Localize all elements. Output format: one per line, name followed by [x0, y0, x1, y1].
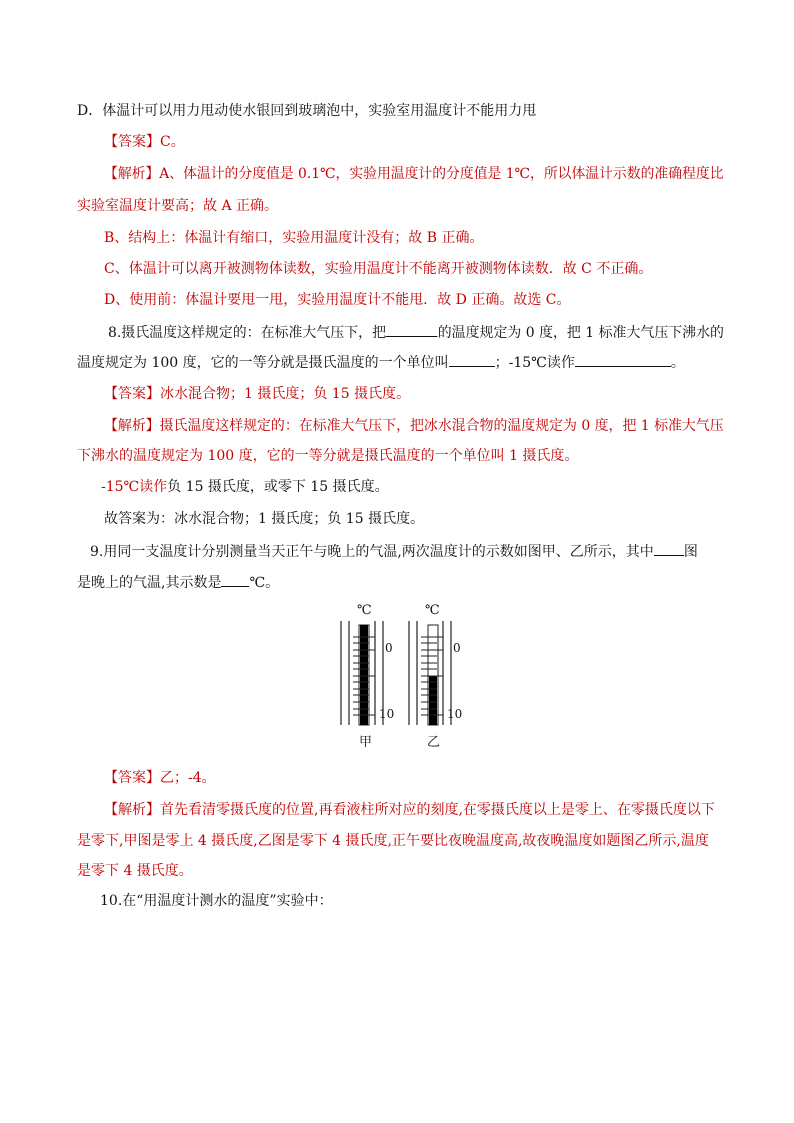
analysis-text: -15℃读作 — [101, 479, 168, 495]
q9-text-a: 9.用同一支温度计分别测量当天正午与晚上的气温,两次温度计的示数如图甲、乙所示，其中 — [90, 544, 654, 560]
analysis-9-c: 是零下 4 摄氏度。 — [77, 863, 193, 879]
analysis-text: 首先看清零摄氏度的位置,再看液柱所对应的刻度,在零摄氏度以上是零上、在零摄氏度以下 — [160, 802, 715, 818]
thermometers-svg — [335, 603, 467, 751]
analysis-7-d: D、使用前：体温计要甩一甩，实验用温度计不能甩．故 D 正确。故选 C。 — [104, 292, 571, 308]
q8-text-e: 。 — [670, 355, 685, 371]
tick-ten-yi: 10 — [447, 707, 463, 721]
question-10: 10.在“用温度计测水的温度”实验中： — [100, 893, 333, 909]
analysis-text: 摄氏温度这样规定的：在标准大气压下，把冰水混合物的温度规定为 0 度，把 1 标准大气压 — [159, 418, 724, 434]
q8-blank-3 — [575, 352, 671, 367]
analysis-7-a — [104, 164, 724, 184]
analysis-8-d: 故答案为：冰水混合物；1 摄氏度；负 15 摄氏度。 — [104, 511, 425, 527]
q8-text-d: ；-15℃读作 — [494, 355, 575, 371]
tick-zero-yi: 0 — [453, 641, 461, 655]
label-jia: 甲 — [359, 735, 373, 750]
answer-tag: 【答案】 — [104, 386, 160, 402]
q9-text-b2: ℃。 — [249, 575, 280, 591]
analysis-9-a — [104, 800, 715, 820]
answer-8 — [104, 384, 410, 404]
analysis-tag: 【解析】 — [104, 166, 160, 182]
analysis-8-c — [101, 477, 389, 497]
question-9-line2 — [77, 572, 279, 593]
question-9-line1 — [90, 541, 698, 562]
tick-ten-jia: 10 — [379, 707, 395, 721]
thermometer-jia — [341, 621, 383, 725]
analysis-tag: 【解析】 — [104, 802, 160, 818]
q8-blank-2 — [449, 352, 495, 367]
answer-9 — [104, 768, 216, 788]
answer-7 — [104, 132, 185, 152]
analysis-9-b: 是零下,甲图是零上 4 摄氏度,乙图是零下 4 摄氏度,正午要比夜晚温度高,故夜晚温度如题图乙所示,温度 — [77, 833, 709, 849]
q8-text-b: 的温度规定为 0 度，把 1 标准大气压下沸水的 — [437, 325, 724, 341]
tick-zero-jia: 0 — [385, 641, 393, 655]
answer-text: C。 — [160, 134, 185, 150]
q9-blank-1 — [654, 541, 684, 556]
analysis-8-a — [104, 416, 724, 436]
unit-label-yi: ℃ — [425, 603, 440, 618]
answer-text: 冰水混合物；1 摄氏度；负 15 摄氏度。 — [160, 386, 411, 402]
q8-text-a: 8.摄氏温度这样规定的：在标准大气压下，把 — [108, 325, 387, 341]
option-d: D．体温计可以用力甩动使水银回到玻璃泡中，实验室用温度计不能用力甩 — [77, 103, 537, 119]
analysis-text: A、体温计的分度值是 0.1℃，实验用温度计的分度值是 1℃，所以体温计示数的准确程度比 — [159, 166, 724, 182]
analysis-7-b: B、结构上：体温计有缩口，实验用温度计没有；故 B 正确。 — [104, 230, 484, 246]
answer-tag: 【答案】 — [104, 134, 160, 150]
analysis-8-b: 下沸水的温度规定为 100 度，它的一等分就是摄氏温度的一个单位叫 1 摄氏度。 — [77, 448, 579, 464]
q8-text-c: 温度规定为 100 度，它的一等分就是摄氏温度的一个单位叫 — [77, 355, 449, 371]
mercury-column-jia — [360, 625, 368, 725]
q9-blank-2 — [221, 572, 249, 587]
thermometer-figure — [335, 603, 467, 751]
label-yi: 乙 — [427, 735, 441, 750]
q9-text-b: 是晚上的气温,其示数是 — [77, 575, 222, 591]
mercury-column-yi — [429, 676, 437, 725]
question-8-line2 — [77, 352, 685, 373]
analysis-7-c: C、体温计可以离开被测物体读数，实验用温度计不能离开被测物体读数．故 C 不正确。 — [104, 261, 653, 277]
unit-label-jia: ℃ — [357, 603, 372, 618]
answer-text: 乙；-4。 — [160, 770, 216, 786]
analysis-tag: 【解析】 — [104, 418, 160, 434]
answer-tag: 【答案】 — [104, 770, 160, 786]
thermometer-yi — [409, 621, 451, 725]
q8-blank-1 — [386, 322, 438, 337]
analysis-7-a2: 实验室温度计要高；故 A 正确。 — [77, 198, 279, 214]
question-8-line1 — [108, 322, 724, 343]
q9-text-a2: 图 — [683, 544, 698, 560]
analysis-text: 负 15 摄氏度，或零下 15 摄氏度。 — [167, 479, 389, 495]
